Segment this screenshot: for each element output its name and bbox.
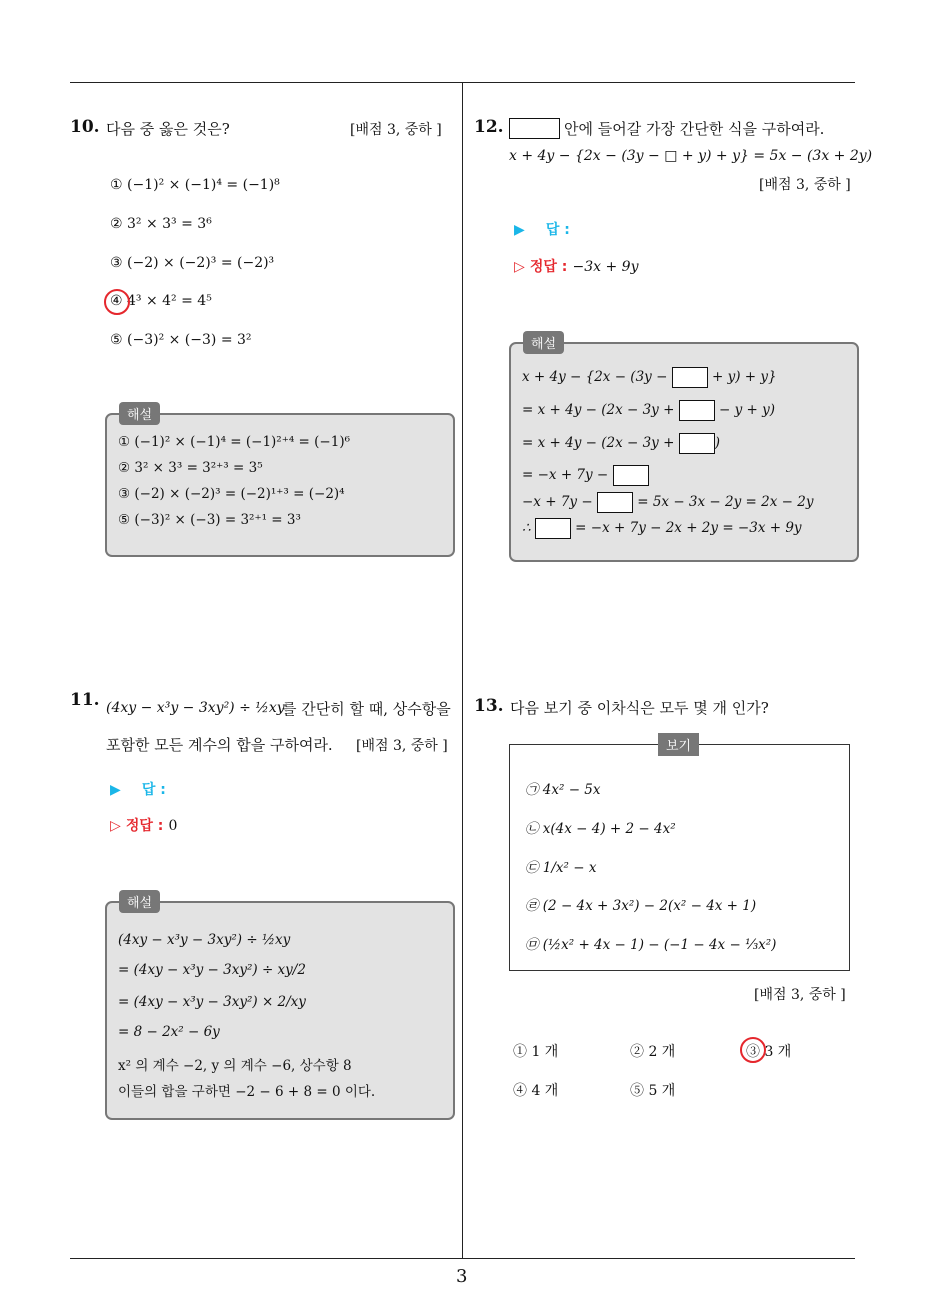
q12-number: 12. — [474, 117, 504, 137]
q12-text: 안에 들어갈 가장 간단한 식을 구하여라. — [564, 120, 825, 138]
q12-correct-row — [514, 256, 638, 276]
q11-solution-tag: 해설 — [119, 890, 160, 913]
blank-box — [597, 492, 633, 513]
q13-bogi-item-5: ㉤ (½x² + 4x − 1) − (−1 − 4x − ⅓x²) — [525, 937, 777, 953]
q11-text-2: 포함한 모든 계수의 합을 구하여라. — [106, 736, 333, 754]
q12-blank-box — [509, 118, 560, 139]
q13-option-5[interactable]: ⑤ 5 개 — [630, 1083, 676, 1099]
q10-option-5[interactable]: ⑤ (−3)² × (−3) = 3² — [110, 332, 252, 348]
q10-solution-line-1: ① (−1)² × (−1)⁴ = (−1)²⁺⁴ = (−1)⁶ — [118, 434, 350, 450]
blank-box — [535, 518, 571, 539]
q12-solution-line-5: −x + 7y − = 5x − 3x − 2y = 2x − 2y — [522, 492, 813, 513]
q11-solution-line-6: 이들의 합을 구하면 −2 − 6 + 8 = 0 이다. — [118, 1084, 376, 1100]
q10-solution-line-4: ⑤ (−3)² × (−3) = 3²⁺¹ = 3³ — [118, 512, 301, 528]
q12-answer-row[interactable] — [514, 219, 570, 239]
q10-option-3[interactable]: ③ (−2) × (−2)³ = (−2)³ — [110, 255, 275, 271]
outline-arrow-icon: ▷ — [110, 818, 121, 834]
q11-solution-line-4: = 8 − 2x² − 6y — [118, 1024, 220, 1040]
q12-solution-line-2: = x + 4y − (2x − 3y + − y + y) — [522, 400, 775, 421]
page-number: 3 — [456, 1266, 468, 1287]
blank-box — [672, 367, 708, 388]
q10-number: 10. — [70, 117, 100, 137]
q10-solution-line-3: ③ (−2) × (−2)³ = (−2)¹⁺³ = (−2)⁴ — [118, 486, 345, 502]
q13-bogi-item-2: ㉡ x(4x − 4) + 2 − 4x² — [525, 821, 676, 837]
q11-meta: [배점 3, 중하 ] — [356, 738, 448, 754]
blank-box — [679, 400, 715, 421]
q11-number: 11. — [70, 690, 100, 710]
q11-solution-line-2: = (4xy − x³y − 3xy²) ÷ xy/2 — [118, 962, 306, 978]
play-arrow-icon: ▶ — [514, 222, 525, 238]
q11-text-1: 를 간단히 할 때, 상수항을 — [282, 700, 451, 718]
q13-selected-circle — [740, 1037, 766, 1063]
q11-correct-row — [110, 815, 177, 835]
q13-number: 13. — [474, 696, 504, 716]
q13-bogi-item-1: ㉠ 4x² − 5x — [525, 782, 601, 798]
q12-equation: x + 4y − {2x − (3y − □ + y) + y} = 5x − (3x + 2y) — [509, 148, 873, 164]
q10-selected-circle — [104, 289, 130, 315]
q10-option-4[interactable]: ④ 4³ × 4² = 4⁵ — [110, 293, 212, 309]
q13-bogi-tag: 보기 — [658, 733, 699, 756]
q10-solution-tag: 해설 — [119, 402, 160, 425]
q11-correct-value: 0 — [168, 818, 178, 834]
outline-arrow-icon: ▷ — [514, 259, 525, 275]
q11-solution-line-1: (4xy − x³y − 3xy²) ÷ ½xy — [118, 932, 291, 948]
q10-option-2[interactable]: ② 3² × 3³ = 3⁶ — [110, 216, 212, 232]
column-divider — [462, 82, 463, 1259]
q12-answer-label: 답 : — [545, 222, 570, 238]
q13-option-4[interactable]: ④ 4 개 — [513, 1083, 559, 1099]
q12-solution-line-6: ∴ = −x + 7y − 2x + 2y = −3x + 9y — [522, 518, 802, 539]
q12-solution-line-3: = x + 4y − (2x − 3y + ) — [522, 433, 720, 454]
q10-option-1[interactable]: ① (−1)² × (−1)⁴ = (−1)⁸ — [110, 177, 280, 193]
q12-correct-value: −3x + 9y — [572, 259, 639, 275]
q12-meta: [배점 3, 중하 ] — [759, 177, 851, 193]
q13-bogi-item-4: ㉣ (2 − 4x + 3x²) − 2(x² − 4x + 1) — [525, 898, 757, 914]
q10-text: 다음 중 옳은 것은? — [106, 120, 230, 138]
q12-solution-line-1: x + 4y − {2x − (3y − + y) + y} — [522, 367, 777, 388]
play-arrow-icon: ▶ — [110, 782, 121, 798]
q11-solution-line-5: x² 의 계수 −2, y 의 계수 −6, 상수항 8 — [118, 1058, 352, 1074]
blank-box — [679, 433, 715, 454]
q11-solution-line-3: = (4xy − x³y − 3xy²) × 2/xy — [118, 994, 306, 1010]
q11-correct-label: 정답 : — [125, 818, 164, 834]
blank-box — [613, 465, 649, 486]
q11-answer-row[interactable] — [110, 779, 166, 799]
q13-bogi-item-3: ㉢ 1/x² − x — [525, 860, 597, 876]
q11-answer-label: 답 : — [141, 782, 166, 798]
q12-solution-tag: 해설 — [523, 331, 564, 354]
q13-option-3[interactable]: ③ 3 개 — [746, 1044, 792, 1060]
q13-option-1[interactable]: ① 1 개 — [513, 1044, 559, 1060]
q10-meta: [배점 3, 중하 ] — [350, 122, 442, 138]
q12-solution-line-4: = −x + 7y − — [522, 465, 649, 486]
q13-meta: [배점 3, 중하 ] — [754, 987, 846, 1003]
q13-option-2[interactable]: ② 2 개 — [630, 1044, 676, 1060]
q12-correct-label: 정답 : — [529, 259, 568, 275]
q10-solution-line-2: ② 3² × 3³ = 3²⁺³ = 3⁵ — [118, 460, 263, 476]
q13-text: 다음 보기 중 이차식은 모두 몇 개 인가? — [510, 699, 769, 717]
q11-expression: (4xy − x³y − 3xy²) ÷ ½xy — [106, 700, 285, 716]
